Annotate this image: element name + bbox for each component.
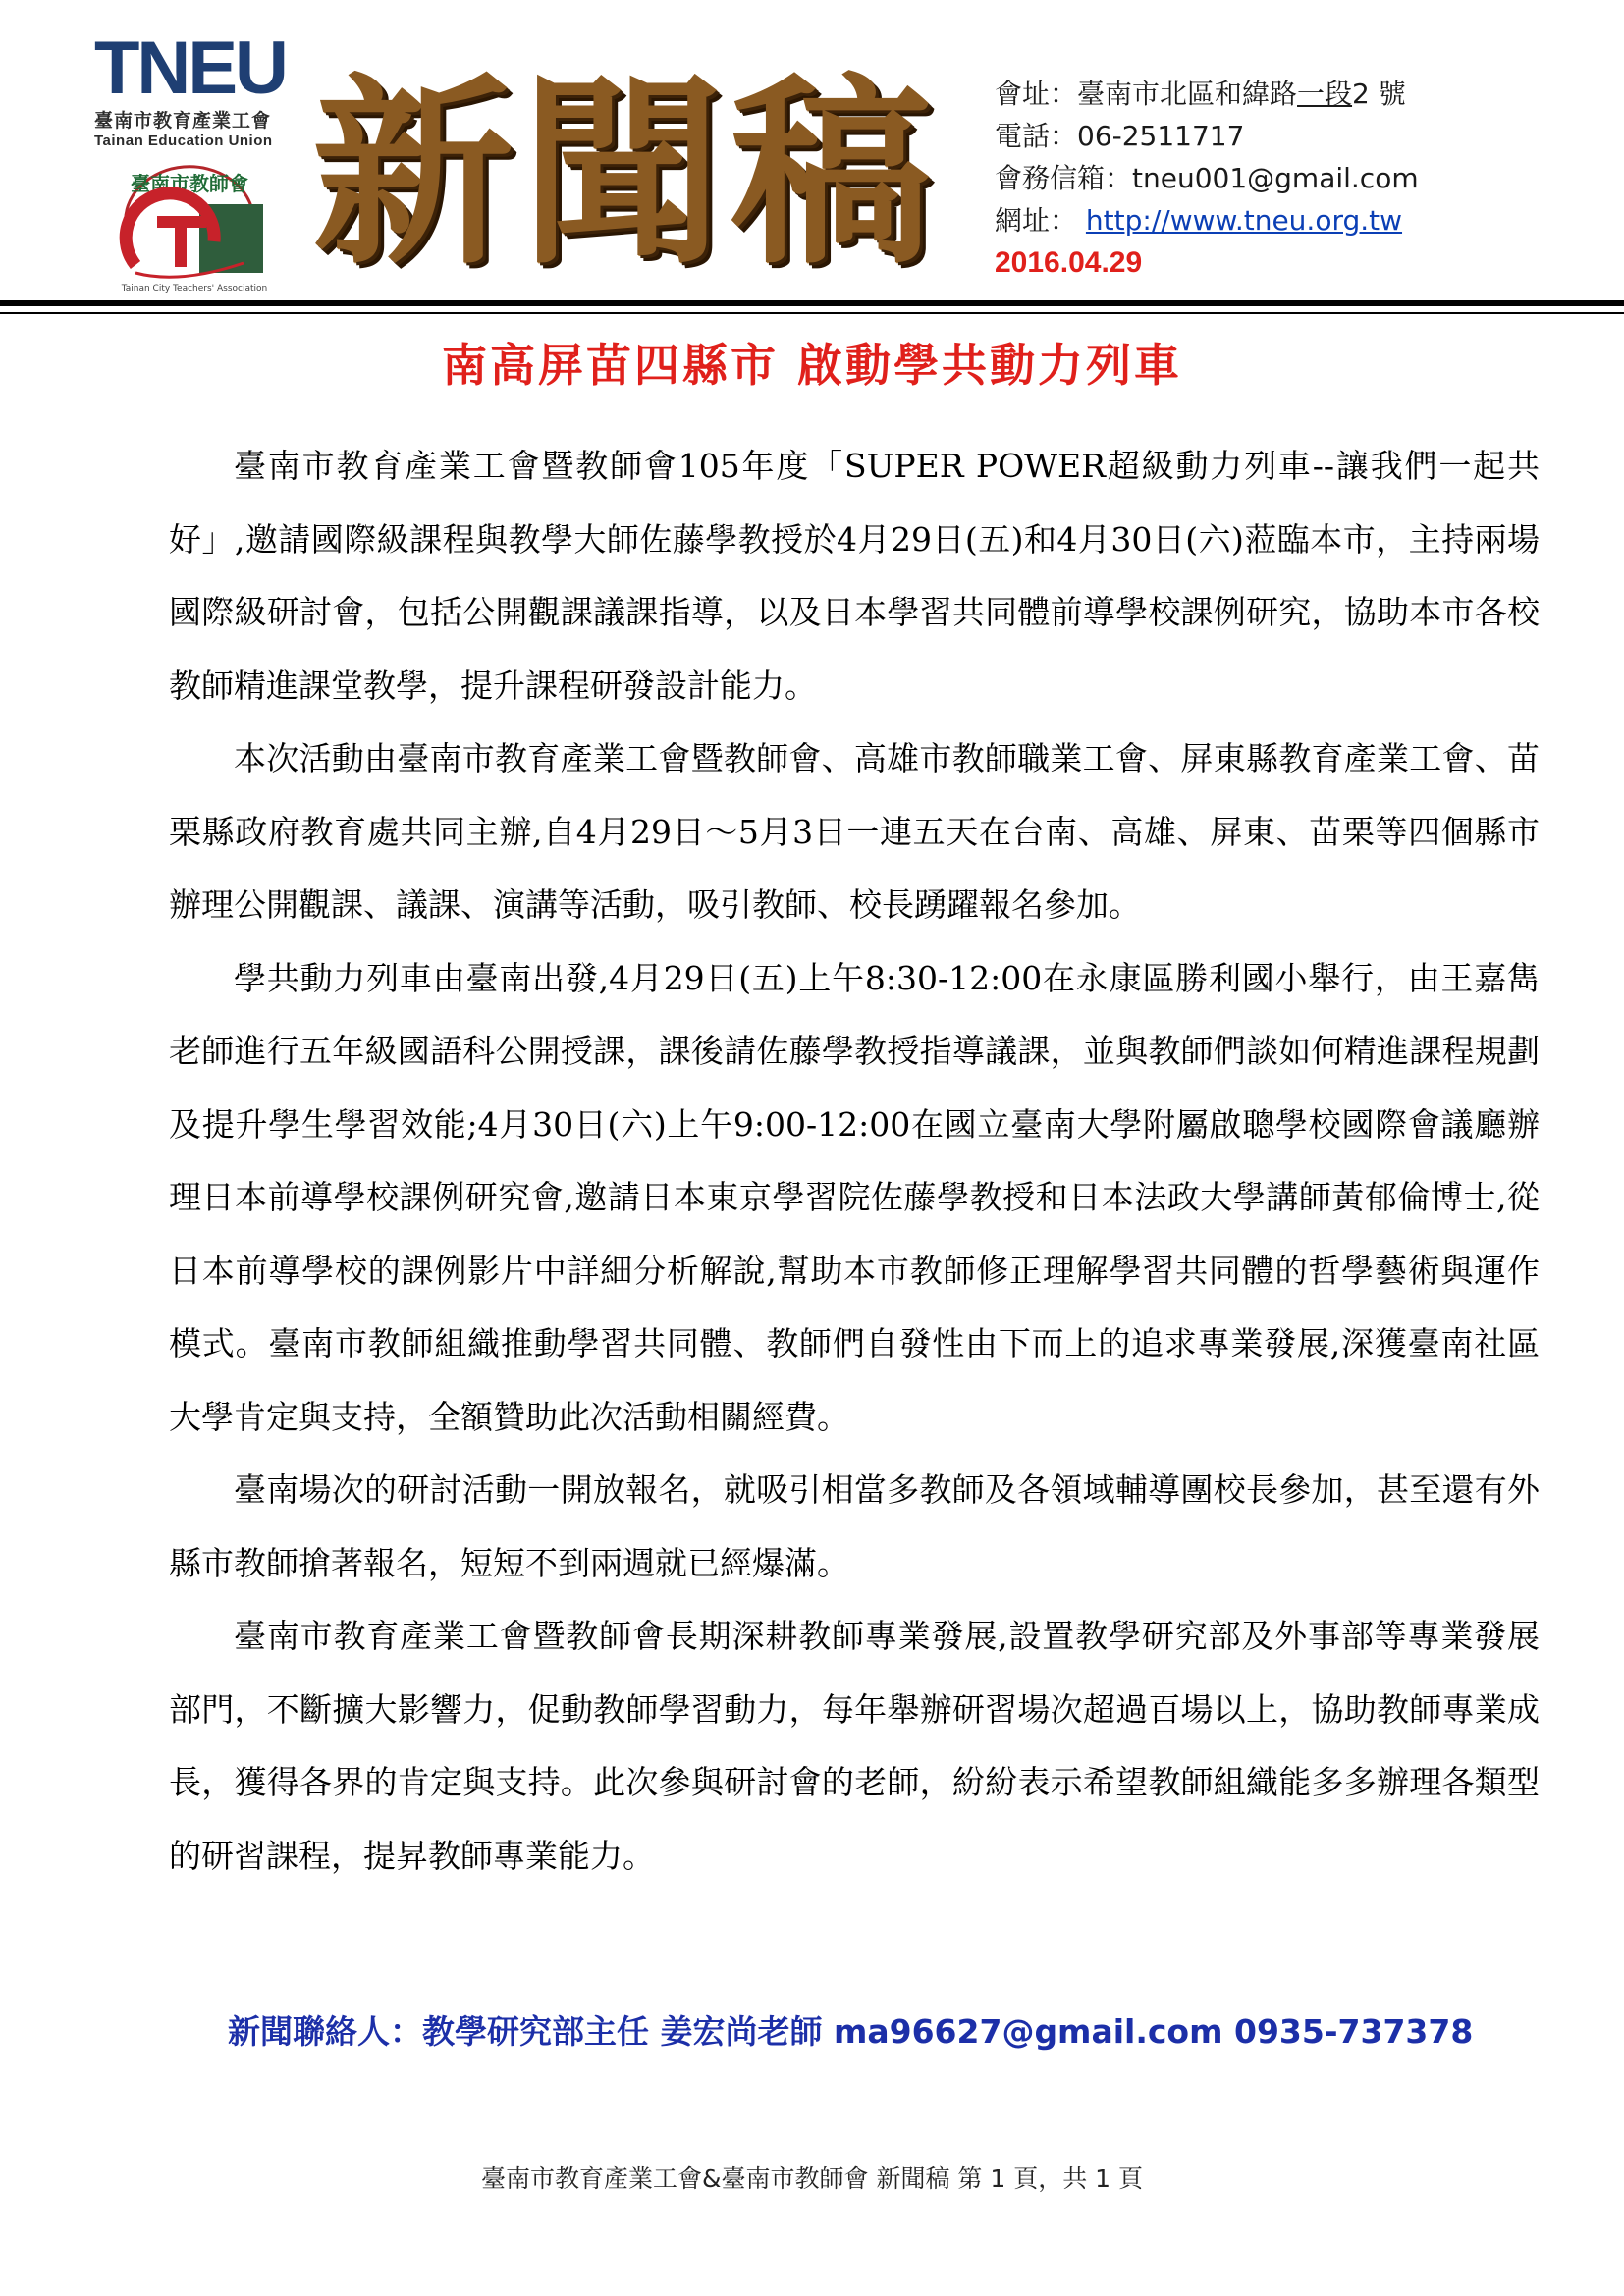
phone-line: 電話：06-2511717	[995, 120, 1245, 152]
paragraph: 本次活動由臺南市教育產業工會暨教師會、高雄市教師職業工會、屏東縣教育產業工會、苗栗縣政府教育處共同主辦,自4月29日～5月3日一連五天在台南、高雄、屏東、苗栗等四個縣市辦理公開觀課、議課、演講等活動，吸引教師、校長踴躍報名參加。	[169, 739, 1540, 924]
press-contact: 新聞聯絡人：教學研究部主任 姜宏尚老師 ma96627@gmail.com 0935-737378	[228, 2012, 1474, 2051]
paragraph: 臺南市教育產業工會暨教師會長期深耕教師專業發展,設置教學研究部及外事部等專業發展部門，不斷擴大影響力，促動教師學習動力，每年舉辦研習場次超過百場以上，協助教師專業成長，獲得各界的肯定與支持。此次參與研討會的老師，紛紛表示希望教師組織能多多辦理各類型的研習課程，提昇教師專業能力。	[169, 1617, 1540, 1875]
svg-text:Tainan City Teachers' Associat: Tainan City Teachers' Association	[121, 284, 268, 294]
paragraph: 學共動力列車由臺南出發,4月29日(五)上午8:30-12:00在永康區勝利國小舉行，由王嘉雋老師進行五年級國語科公開授課，課後請佐藤學教授指導議課，並與教師們談如何精進課程規劃及提升學生學習效能;4月30日(六)上午9:00-12:00在國立臺南大學附屬啟聰學校國際會議廳辦理日本前導學校課例研究會,邀請日本東京學習院佐藤學教授和日本法政大學講師黃郁倫博士,從日本前導學校的課例影片中詳細分析解說,幫助本市教師修正理解學習共同體的哲學藝術與運作模式。臺南市教師組織推動學習共同體、教師們自發性由下而上的追求專業發展,深獲臺南社區大學肯定與支持，全額贊助此次活動相關經費。	[169, 958, 1540, 1436]
website-line: 網址： http://www.tneu.org.tw	[995, 204, 1403, 237]
tneu-name-cn: 臺南市教育產業工會	[94, 110, 272, 132]
paragraph: 臺南場次的研討活動一開放報名，就吸引相當多教師及各領域輔導團校長參加，甚至還有外縣市教師搶著報名，短短不到兩週就已經爆滿。	[169, 1470, 1540, 1582]
tneu-logo	[94, 27, 300, 149]
paragraph: 臺南市教育產業工會暨教師會105年度「SUPER POWER超級動力列車--讓我們一起共好」,邀請國際級課程與教學大師佐藤學教授於4月29日(五)和4月30日(六)蒞臨本市，主持兩場國際級研討會，包括公開觀課議課指導，以及日本學習共同體前導學校課例研究，協助本市各校教師精進課堂教學，提升課程研發設計能力。	[169, 447, 1540, 705]
article-body	[169, 430, 1540, 1893]
email-line: 會務信箱：tneu001@gmail.com	[995, 162, 1419, 194]
tneu-wordmark: TNEU	[94, 27, 286, 110]
page-footer: 臺南市教育產業工會&臺南市教師會 新聞稿 第 1 頁，共 1 頁	[481, 2164, 1143, 2193]
header-divider-thin	[0, 312, 1624, 314]
masthead-title: 新聞稿	[312, 56, 940, 292]
release-date: 2016.04.29	[995, 246, 1143, 279]
header-divider-thick	[0, 300, 1624, 306]
svg-text:臺南市教師會: 臺南市教師會	[131, 172, 248, 195]
address-line: 會址：臺南市北區和緯路一段2 號	[995, 78, 1406, 110]
tneu-name-en: Tainan Education Union	[94, 133, 273, 149]
website-link[interactable]: http://www.tneu.org.tw	[1085, 204, 1403, 237]
press-release-title: 南高屏苗四縣市 啟動學共動力列車	[441, 339, 1182, 392]
contact-info	[995, 73, 1419, 284]
teachers-association-seal-icon	[96, 157, 283, 294]
